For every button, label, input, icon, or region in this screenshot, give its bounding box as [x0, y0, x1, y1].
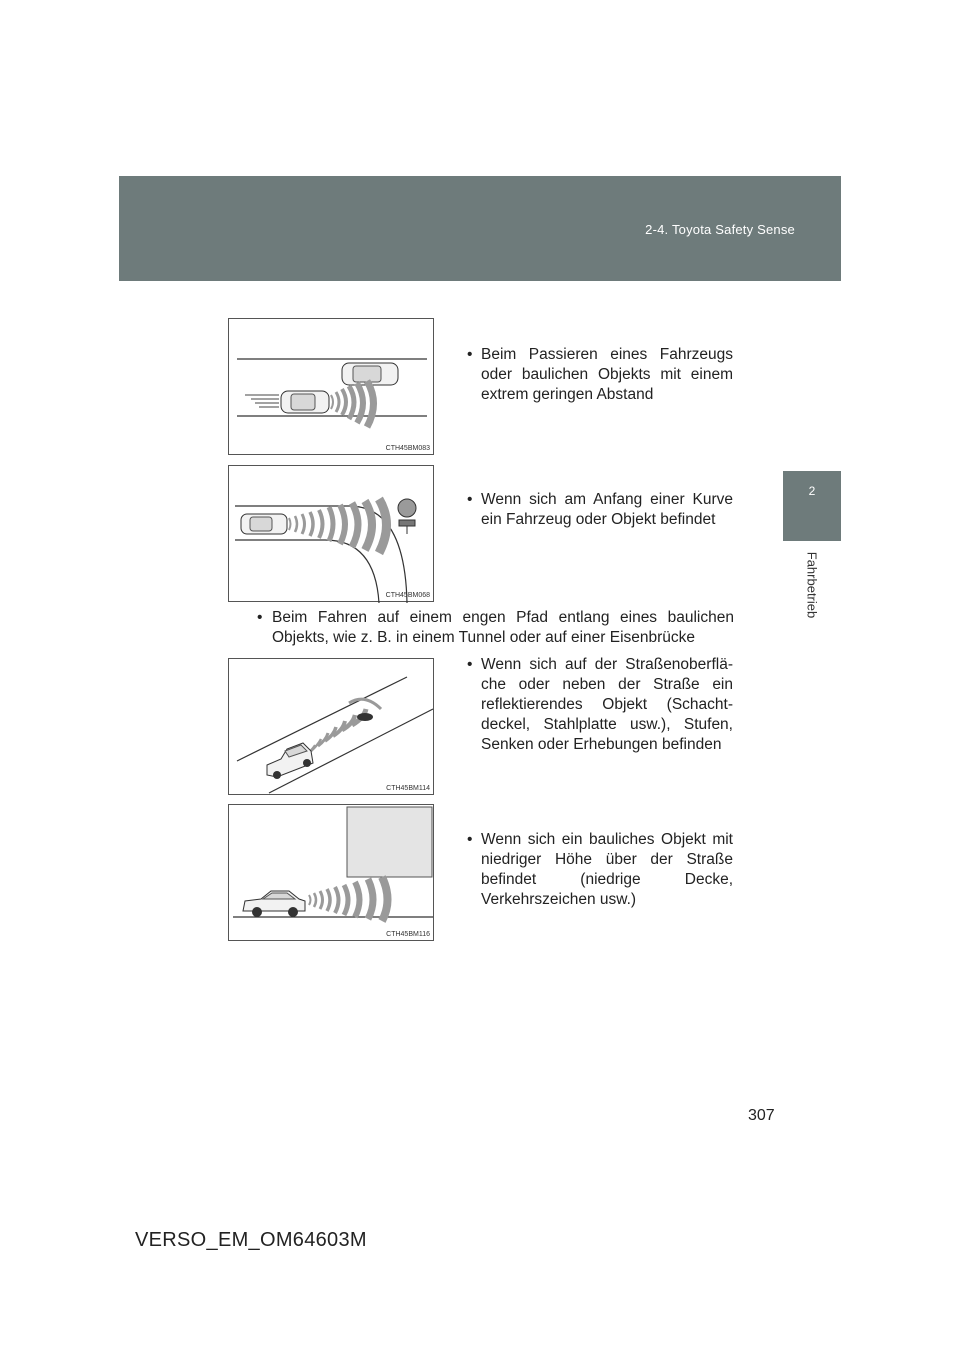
chapter-label: Fahrbetrieb — [804, 551, 820, 619]
figure-code: CTH45BM083 — [385, 445, 430, 452]
bullet-icon: • — [257, 609, 263, 626]
bullet-icon: • — [467, 656, 473, 673]
illustration-curve — [228, 465, 434, 602]
figure-code: CTH45BM116 — [386, 931, 430, 938]
bullet-text: Wenn sich ein bauliches Objekt mit niedriger Höhe über der Straße befindet (niedrige Decke, Verkehrszeichen usw.) — [481, 831, 733, 908]
chapter-number: 2 — [808, 484, 816, 498]
bullet-text: Wenn sich auf der Straßenoberfläche oder neben der Straße ein reflektierendes Objekt (Schachtdeckel, Stahlplatte usw.), Stufen, Senken oder Erhebungen befinden — [481, 656, 733, 753]
figure-code: CTH45BM114 — [386, 785, 430, 792]
curve-drawing — [229, 466, 435, 603]
chapter-tab — [783, 471, 841, 541]
bullet-icon: • — [467, 831, 473, 848]
bullet-text: Beim Fahren auf einem engen Pfad entlang eines baulichen Objekts, wie z. B. in einem Tunnel oder auf einer Eisenbrücke — [272, 609, 734, 646]
bullet-item-tunnel — [257, 608, 734, 648]
document-id: VERSO_EM_OM64603M — [135, 1229, 367, 1251]
section-title: 2-4. Toyota Safety Sense — [645, 222, 795, 237]
low-overhead-drawing — [229, 805, 435, 942]
bullet-text: Wenn sich am Anfang einer Kurve ein Fahrzeug oder Objekt befindet — [481, 491, 733, 528]
passing-vehicle-drawing — [229, 319, 435, 456]
header-bar — [119, 176, 841, 281]
bullet-item-passing — [467, 345, 733, 405]
illustration-low-overhead — [228, 804, 434, 941]
reflective-object-drawing — [229, 659, 435, 796]
bullet-icon: • — [467, 346, 473, 363]
bullet-item-low-overhead — [467, 830, 733, 910]
bullet-text: Beim Passieren eines Fahrzeugs oder baulichen Objekts mit einem extrem geringen Abstand — [481, 346, 733, 403]
bullet-icon: • — [467, 491, 473, 508]
illustration-passing-vehicle — [228, 318, 434, 455]
figure-code: CTH45BM068 — [385, 592, 430, 599]
page-number: 307 — [748, 1107, 775, 1124]
bullet-item-curve — [467, 490, 733, 530]
bullet-item-reflective — [467, 655, 733, 755]
illustration-reflective-object — [228, 658, 434, 795]
